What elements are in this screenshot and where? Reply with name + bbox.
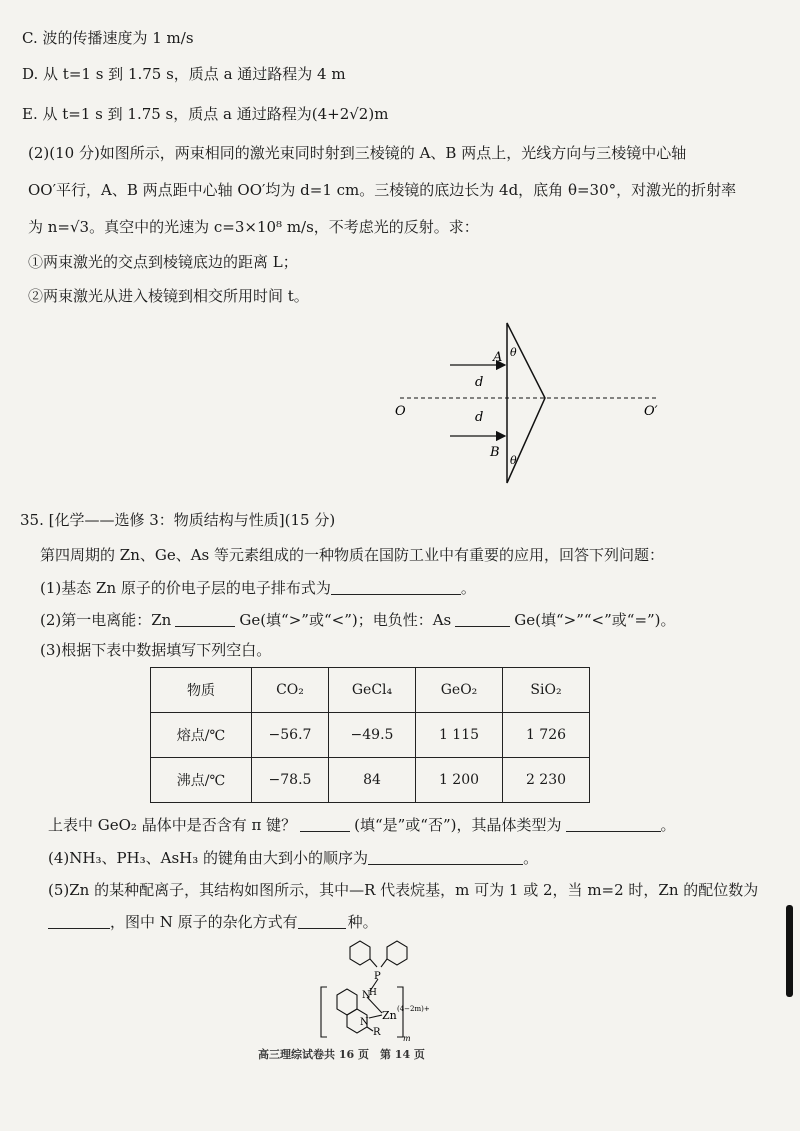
table-header-cell: GeCl₄ [329, 668, 416, 713]
chem-q4-text: (4)NH₃、PH₃、AsH₃ 的键角由大到小的顺序为 [48, 849, 369, 867]
chem-q2-text-c: Ge(填“>”“<”或“=”)。 [514, 611, 676, 629]
table-header-cell: CO₂ [252, 668, 329, 713]
bracket-left [321, 987, 327, 1037]
chem-q2 [40, 610, 676, 630]
q4-answer-blank[interactable] [368, 849, 523, 865]
table-cell: 2 230 [503, 758, 590, 803]
chem-q3-follow [48, 815, 676, 835]
label-d-lower: d [475, 410, 484, 425]
atom-zn: Zn [382, 1009, 397, 1022]
table-header-cell: GeO₂ [416, 668, 503, 713]
label-d-upper: d [475, 375, 484, 390]
q2-line-1: (2)(10 分)如图所示，两束相同的激光束同时射到三棱镜的 A、B 两点上，光线方向与三棱镜中心轴 [28, 144, 687, 162]
table-header-row [151, 668, 590, 713]
atom-n-amine: N [362, 990, 371, 1001]
q2-line-3: 为 n=√3。真空中的光速为 c=3×10⁸ m/s，不考虑光的反射。求： [28, 218, 479, 236]
prism-figure [380, 318, 680, 488]
option-d: D. 从 t=1 s 到 1.75 s，质点 a 通过路程为 4 m [22, 65, 346, 83]
label-a: A [493, 350, 503, 365]
atom-n-pyridine: N [360, 1017, 369, 1028]
q3-pi-bond-blank[interactable] [300, 816, 350, 832]
chem-q4-end: 。 [523, 849, 539, 867]
table-header-cell: 物质 [151, 668, 252, 713]
q2-sub-2: ②两束激光从进入棱镜到相交所用时间 t。 [28, 287, 309, 305]
scrollbar-thumb[interactable] [786, 905, 793, 997]
table-cell: 1 200 [416, 758, 503, 803]
chem-q5-line-2 [48, 912, 378, 932]
chem-q2-text-a: (2)第一电离能：Zn [40, 611, 172, 629]
table-row [151, 713, 590, 758]
option-c: C. 波的传播速度为 1 m/s [22, 29, 194, 47]
q2-ionization-blank[interactable] [175, 611, 235, 627]
label-o: O [395, 404, 406, 419]
chem-q1-end: 。 [460, 579, 476, 597]
table-cell: 熔点/℃ [151, 713, 252, 758]
table-cell: 1 726 [503, 713, 590, 758]
phenyl-ring-right [387, 941, 407, 965]
table-cell: 1 115 [416, 713, 503, 758]
chem-q3: (3)根据下表中数据填写下列空白。 [40, 641, 272, 659]
chem-header: 35. [化学——选修 3：物质结构与性质](15 分) [20, 511, 336, 529]
chem-q1 [40, 578, 476, 598]
label-theta-top: θ [510, 346, 517, 359]
chem-q5-text-a: ，图中 N 原子的杂化方式有 [110, 913, 298, 931]
label-b: B [490, 445, 500, 460]
q5-coordination-blank[interactable] [48, 913, 110, 929]
subscript-m: m [403, 1034, 411, 1043]
phenyl-ring-left [350, 941, 370, 965]
chem-intro: 第四周期的 Zn、Ge、As 等元素组成的一种物质在国防工业中有重要的应用，回答下列问题： [40, 546, 665, 564]
properties-table [150, 667, 590, 803]
table-row [151, 758, 590, 803]
chem-q3-follow-end: 。 [660, 816, 676, 834]
q5-hybridization-blank[interactable] [298, 913, 346, 929]
group-r: R [373, 1027, 381, 1038]
table-cell: 沸点/℃ [151, 758, 252, 803]
table-cell: 84 [329, 758, 416, 803]
table-header-cell: SiO₂ [503, 668, 590, 713]
atom-p: P [374, 971, 381, 982]
chem-q5-text-b: 种。 [347, 913, 378, 931]
zn-charge: (4−2m)+ [397, 1005, 430, 1013]
q1-answer-blank[interactable] [331, 579, 461, 595]
chem-q3-follow-a: 上表中 GeO₂ 晶体中是否含有 π 键？ [48, 816, 297, 834]
table-cell: −78.5 [252, 758, 329, 803]
q2-line-2: OO′平行，A、B 两点距中心轴 OO′均为 d=1 cm。三棱镜的底边长为 4d，底角 θ=30°，对激光的折射率 [28, 181, 737, 199]
chem-q5-line-1: (5)Zn 的某种配离子，其结构如图所示，其中—R 代表烷基，m 可为 1 或 2，当 m=2 时，Zn 的配位数为 [48, 881, 759, 899]
zn-complex-structure [315, 935, 445, 1043]
atom-h: H [369, 988, 377, 998]
page-footer: 高三理综试卷共 16 页 第 14 页 [258, 1048, 425, 1061]
chem-q1-text: (1)基态 Zn 原子的价电子层的电子排布式为 [40, 579, 331, 597]
table-cell: −56.7 [252, 713, 329, 758]
label-theta-bottom: θ [510, 454, 517, 467]
label-o-prime: O′ [644, 404, 658, 419]
q2-sub-1: ①两束激光的交点到棱镜底边的距离 L； [28, 253, 298, 271]
option-e: E. 从 t=1 s 到 1.75 s，质点 a 通过路程为(4+2√2)m [22, 105, 389, 123]
q2-electronegativity-blank[interactable] [455, 611, 510, 627]
q3-crystal-type-blank[interactable] [566, 816, 661, 832]
chem-q3-follow-b: (填“是”或“否”)，其晶体类型为 [354, 816, 562, 834]
table-cell: −49.5 [329, 713, 416, 758]
chem-q2-text-b: Ge(填“>”或“<”)；电负性：As [239, 611, 452, 629]
chem-q4 [48, 848, 538, 868]
